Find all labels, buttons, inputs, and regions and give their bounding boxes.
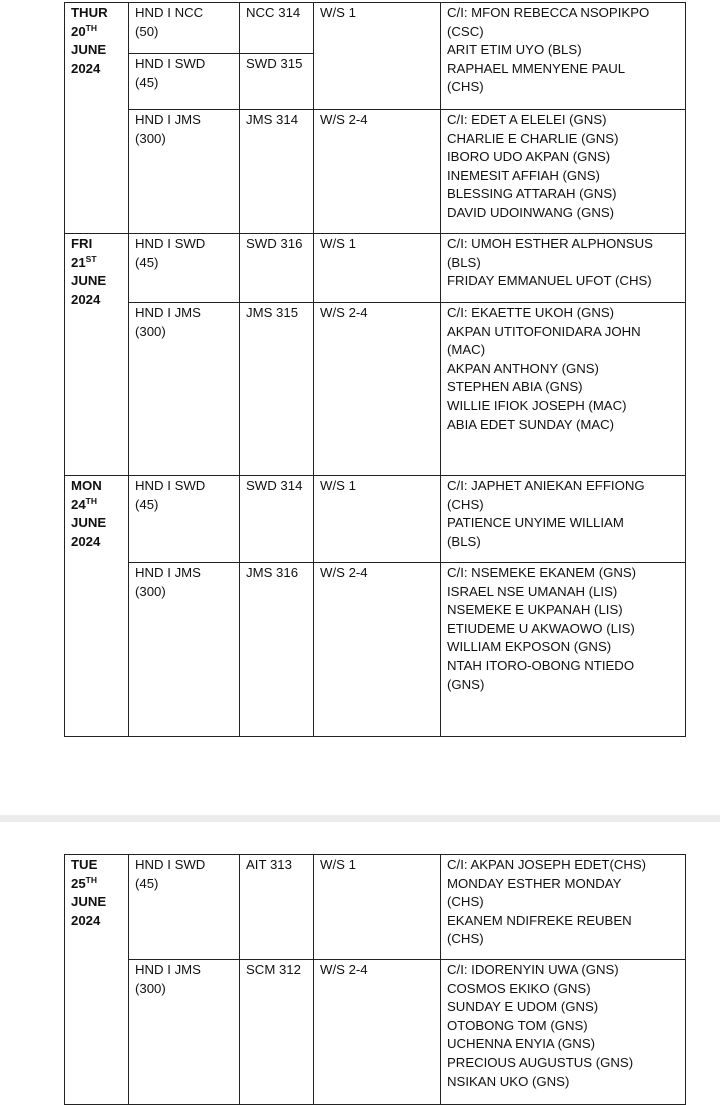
- table-row: [65, 234, 686, 303]
- chief-invigilator: C/I: UMOH ESTHER ALPHONSUS: [447, 236, 653, 251]
- class-name: HND I JMS: [135, 305, 201, 320]
- class-size: (300): [135, 583, 166, 599]
- class-size: (300): [135, 130, 166, 146]
- day-number: 21: [71, 254, 86, 270]
- invigilators-cell: [441, 3, 686, 110]
- invigilator-line: AKPAN UTITOFONIDARA JOHN: [447, 323, 641, 339]
- chief-invigilator: C/I: EDET A ELELEI (GNS): [447, 112, 607, 127]
- class-cell: [129, 303, 240, 476]
- chief-invigilator: C/I: NSEMEKE EKANEM (GNS): [447, 565, 637, 580]
- document-page-2: [0, 822, 720, 1104]
- course-code-cell: SWD 316: [240, 234, 314, 303]
- venue-cell: W/S 2-4: [314, 563, 441, 737]
- invigilator-line: (CHS): [447, 79, 484, 95]
- month: JUNE: [71, 42, 107, 58]
- class-size: (45): [135, 74, 159, 90]
- day-number: 25: [71, 875, 86, 891]
- venue-cell: W/S 1: [314, 476, 441, 563]
- class-size: (45): [135, 496, 159, 512]
- month: JUNE: [71, 894, 107, 910]
- class-cell: [129, 234, 240, 303]
- date-cell: [65, 855, 129, 1105]
- chief-invigilator: C/I: JAPHET ANIEKAN EFFIONG: [447, 478, 645, 493]
- day-suffix: TH: [85, 495, 98, 506]
- invigilators-cell: [441, 234, 686, 303]
- invigilator-line: NSIKAN UKO (GNS): [447, 1073, 570, 1089]
- invigilator-line: BLESSING ATTARAH (GNS): [447, 186, 617, 202]
- class-name: HND I SWD: [135, 56, 206, 71]
- course-code-cell: NCC 314: [240, 3, 314, 54]
- venue-cell: W/S 2-4: [314, 110, 441, 234]
- invigilators-cell: [441, 110, 686, 234]
- class-cell: [129, 960, 240, 1105]
- venue-cell: W/S 1: [314, 3, 441, 110]
- invigilators-cell: [441, 303, 686, 476]
- chief-invigilator: C/I: EKAETTE UKOH (GNS): [447, 305, 615, 320]
- class-size: (45): [135, 254, 159, 270]
- invigilator-line: DAVID UDOINWANG (GNS): [447, 204, 615, 220]
- year: 2024: [71, 912, 101, 928]
- class-cell: [129, 3, 240, 54]
- invigilator-line: RAPHAEL MMENYENE PAUL: [447, 60, 626, 76]
- date-cell: [65, 234, 129, 476]
- class-name: HND I JMS: [135, 962, 201, 977]
- table-row: [65, 563, 686, 737]
- invigilator-line: PRECIOUS AUGUSTUS (GNS): [447, 1054, 634, 1070]
- weekday: TUE: [71, 857, 98, 872]
- course-code-cell: SWD 315: [240, 54, 314, 110]
- invigilator-line: OTOBONG TOM (GNS): [447, 1017, 588, 1033]
- venue-cell: W/S 1: [314, 855, 441, 960]
- chief-invigilator: C/I: MFON REBECCA NSOPIKPO: [447, 5, 650, 20]
- chief-invigilator: C/I: AKPAN JOSEPH EDET(CHS): [447, 857, 647, 872]
- invigilator-line: IBORO UDO AKPAN (GNS): [447, 149, 611, 165]
- invigilator-line: (MAC): [447, 342, 486, 358]
- invigilator-line: ETIUDEME U AKWAOWO (LIS): [447, 620, 635, 636]
- date-cell: [65, 476, 129, 737]
- course-code-cell: SWD 314: [240, 476, 314, 563]
- year: 2024: [71, 533, 101, 549]
- day-suffix: ST: [85, 253, 97, 264]
- weekday: THUR: [71, 5, 108, 20]
- invigilator-line: EKANEM NDIFREKE REUBEN: [447, 912, 632, 928]
- course-code-cell: SCM 312: [240, 960, 314, 1105]
- invigilation-schedule-table: [64, 2, 686, 737]
- invigilator-line: ABIA EDET SUNDAY (MAC): [447, 416, 615, 432]
- day-suffix: TH: [85, 22, 98, 33]
- invigilator-line: STEPHEN ABIA (GNS): [447, 379, 583, 395]
- table-row: [65, 855, 686, 960]
- table-row: [65, 476, 686, 563]
- course-code-cell: JMS 315: [240, 303, 314, 476]
- invigilator-line: (BLS): [447, 533, 481, 549]
- invigilator-line: PATIENCE UNYIME WILLIAM: [447, 515, 624, 531]
- invigilator-line: (CHS): [447, 894, 484, 910]
- invigilator-line: ARIT ETIM UYO (BLS): [447, 42, 582, 58]
- venue-cell: W/S 2-4: [314, 960, 441, 1105]
- weekday: MON: [71, 478, 102, 493]
- invigilator-line: (CHS): [447, 931, 484, 947]
- class-name: HND I SWD: [135, 857, 206, 872]
- weekday: FRI: [71, 236, 93, 251]
- class-cell: [129, 54, 240, 110]
- class-name: HND I JMS: [135, 565, 201, 580]
- class-size: (300): [135, 323, 166, 339]
- class-name: HND I JMS: [135, 112, 201, 127]
- class-name: HND I SWD: [135, 478, 206, 493]
- class-size: (45): [135, 875, 159, 891]
- table-row: [65, 960, 686, 1105]
- invigilator-line: ISRAEL NSE UMANAH (LIS): [447, 583, 618, 599]
- invigilator-line: CHARLIE E CHARLIE (GNS): [447, 130, 619, 146]
- course-code-cell: JMS 314: [240, 110, 314, 234]
- invigilation-schedule-table: [64, 854, 686, 1105]
- invigilator-line: (CSC): [447, 23, 484, 39]
- class-cell: [129, 855, 240, 960]
- invigilator-line: AKPAN ANTHONY (GNS): [447, 360, 599, 376]
- invigilator-line: WILLIAM EKPOSON (GNS): [447, 639, 612, 655]
- month: JUNE: [71, 515, 107, 531]
- date-cell: [65, 3, 129, 234]
- invigilator-line: MONDAY ESTHER MONDAY: [447, 875, 622, 891]
- invigilator-line: (BLS): [447, 254, 481, 270]
- invigilators-cell: [441, 563, 686, 737]
- invigilators-cell: [441, 855, 686, 960]
- month: JUNE: [71, 273, 107, 289]
- venue-cell: W/S 2-4: [314, 303, 441, 476]
- chief-invigilator: C/I: IDORENYIN UWA (GNS): [447, 962, 619, 977]
- invigilator-line: NTAH ITORO-OBONG NTIEDO: [447, 657, 635, 673]
- class-name: HND I NCC: [135, 5, 204, 20]
- table-row: [65, 303, 686, 476]
- invigilator-line: INEMESIT AFFIAH (GNS): [447, 167, 600, 183]
- class-cell: [129, 563, 240, 737]
- table-row: [65, 3, 686, 54]
- invigilator-line: SUNDAY E UDOM (GNS): [447, 999, 599, 1015]
- day-number: 24: [71, 496, 86, 512]
- class-name: HND I SWD: [135, 236, 206, 251]
- class-size: (300): [135, 980, 166, 996]
- invigilator-line: UCHENNA ENYIA (GNS): [447, 1036, 596, 1052]
- invigilator-line: (CHS): [447, 496, 484, 512]
- day-suffix: TH: [85, 874, 98, 885]
- invigilator-line: WILLIE IFIOK JOSEPH (MAC): [447, 397, 627, 413]
- year: 2024: [71, 60, 101, 76]
- invigilator-line: COSMOS EKIKO (GNS): [447, 980, 591, 996]
- class-cell: [129, 476, 240, 563]
- day-number: 20: [71, 23, 86, 39]
- table-row: [65, 110, 686, 234]
- venue-cell: W/S 1: [314, 234, 441, 303]
- invigilators-cell: [441, 476, 686, 563]
- page-separator: [0, 815, 720, 822]
- invigilator-line: (GNS): [447, 676, 485, 692]
- invigilator-line: FRIDAY EMMANUEL UFOT (CHS): [447, 273, 652, 289]
- class-cell: [129, 110, 240, 234]
- course-code-cell: JMS 316: [240, 563, 314, 737]
- class-size: (50): [135, 23, 159, 39]
- invigilators-cell: [441, 960, 686, 1105]
- invigilator-line: NSEMEKE E UKPANAH (LIS): [447, 602, 623, 618]
- course-code-cell: AIT 313: [240, 855, 314, 960]
- year: 2024: [71, 291, 101, 307]
